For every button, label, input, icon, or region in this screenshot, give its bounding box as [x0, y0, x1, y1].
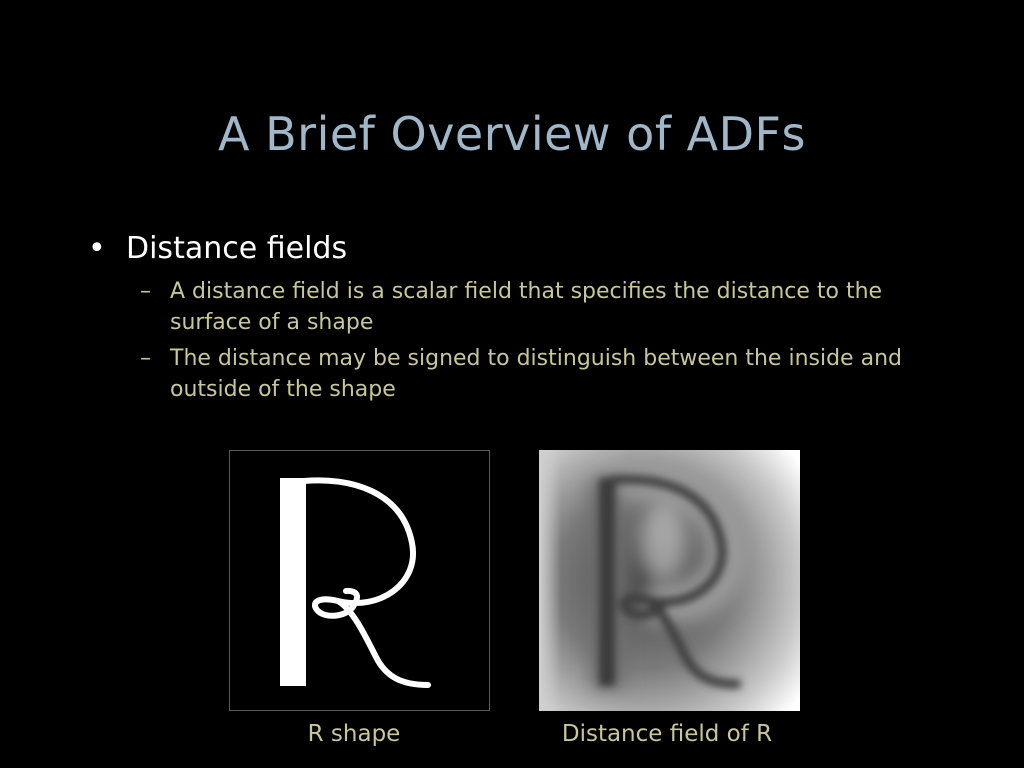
sub-bullet-marker: – — [140, 279, 151, 304]
sub-bullet-item — [140, 343, 948, 405]
letter-r-icon — [230, 451, 489, 710]
letter-r-shape-image — [229, 450, 490, 711]
figure-caption-r-shape: R shape — [307, 721, 401, 747]
bullet-item — [88, 228, 948, 270]
bullet-text: Distance fields — [126, 231, 348, 266]
slide-title: A Brief Overview of ADFs — [218, 107, 806, 161]
bullet-list — [88, 228, 948, 410]
sub-bullet-text: The distance may be signed to distinguish between the inside and outside of the shape — [170, 346, 902, 402]
sub-bullet-marker: – — [140, 346, 151, 371]
sub-bullet-text: A distance field is a scalar field that specifies the distance to the surface of a shape — [170, 279, 883, 335]
distance-field-image — [539, 450, 800, 711]
distance-field-icon — [539, 450, 800, 711]
sub-bullet-list — [140, 276, 948, 405]
figure-caption-distance-field: Distance field of R — [561, 721, 773, 747]
sub-bullet-item — [140, 276, 948, 338]
bullet-marker: • — [88, 231, 106, 266]
